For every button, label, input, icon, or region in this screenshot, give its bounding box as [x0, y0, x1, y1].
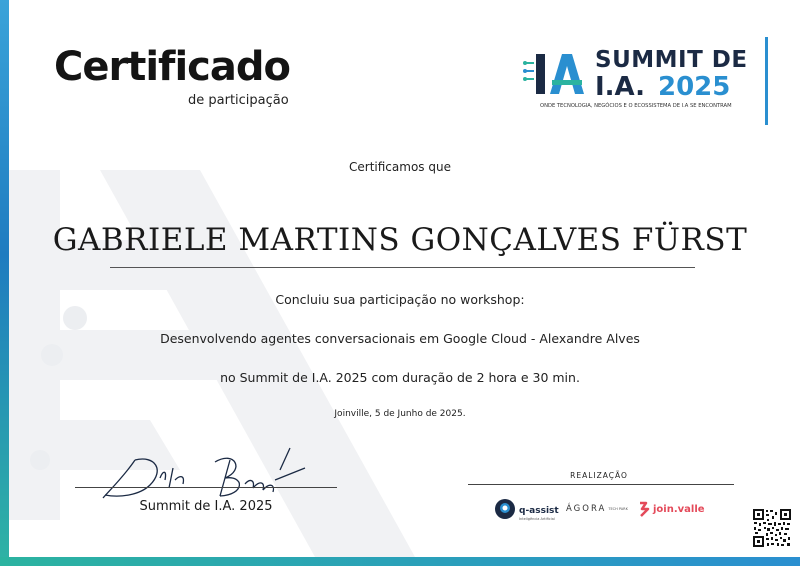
- summit-logo: [522, 44, 752, 116]
- handwritten-signature: [95, 440, 315, 505]
- q-assist-logo-icon: [494, 498, 516, 520]
- logo-line-summit-de: SUMMIT DE: [595, 47, 748, 73]
- realizacao-line: [468, 484, 734, 485]
- certificate-title: Certificado: [54, 44, 290, 90]
- logo-line-year: 2025: [658, 72, 731, 102]
- workshop-title: Desenvolvendo agentes conversacionais em Google Cloud - Alexandre Alves: [160, 331, 640, 346]
- issue-date: Joinville, 5 de Junho de 2025.: [334, 409, 466, 419]
- sponsor-q-assist-name: q-assist: [519, 505, 559, 516]
- sponsor-agora: [566, 494, 628, 524]
- recipient-name: GABRIELE MARTINS GONÇALVES FÜRST: [52, 222, 748, 258]
- circuit-node-3: [30, 450, 50, 470]
- signature-label: Summit de I.A. 2025: [139, 499, 273, 514]
- sponsor-q-assist-sub: Inteligência Artificial: [519, 516, 555, 521]
- circuit-node-1: [63, 306, 87, 330]
- certificate-subtitle: de participação: [188, 93, 289, 108]
- qr-code-icon[interactable]: [752, 508, 792, 548]
- event-duration: no Summit de I.A. 2025 com duração de 2 hora e 30 min.: [220, 370, 580, 385]
- certify-intro: Certificamos que: [349, 160, 451, 174]
- realizacao-label: REALIZAÇÃO: [570, 471, 628, 480]
- sponsor-agora-sub: TECH PARK: [608, 507, 628, 511]
- left-accent-bar: [0, 0, 9, 566]
- ia-monogram-icon: [522, 44, 592, 102]
- joinvalle-logo-icon: [638, 501, 650, 517]
- circuit-node-2: [41, 344, 63, 366]
- signature-line: [75, 487, 337, 488]
- completion-statement: Concluiu sua participação no workshop:: [275, 292, 525, 307]
- logo-line-ia: I.A.: [595, 72, 646, 102]
- sponsor-joinvalle-name: join.valle: [653, 503, 705, 515]
- bottom-accent-bar: [0, 557, 800, 566]
- sponsor-agora-name: ÁGORA: [566, 504, 607, 514]
- sponsor-joinvalle: [638, 494, 705, 524]
- logo-tagline: ONDE TECNOLOGIA, NEGÓCIOS E O ECOSSISTEMA DE I.A SE ENCONTRAM: [540, 103, 732, 109]
- logo-divider: [765, 37, 768, 125]
- sponsor-q-assist: [494, 494, 559, 524]
- name-underline: [110, 267, 695, 268]
